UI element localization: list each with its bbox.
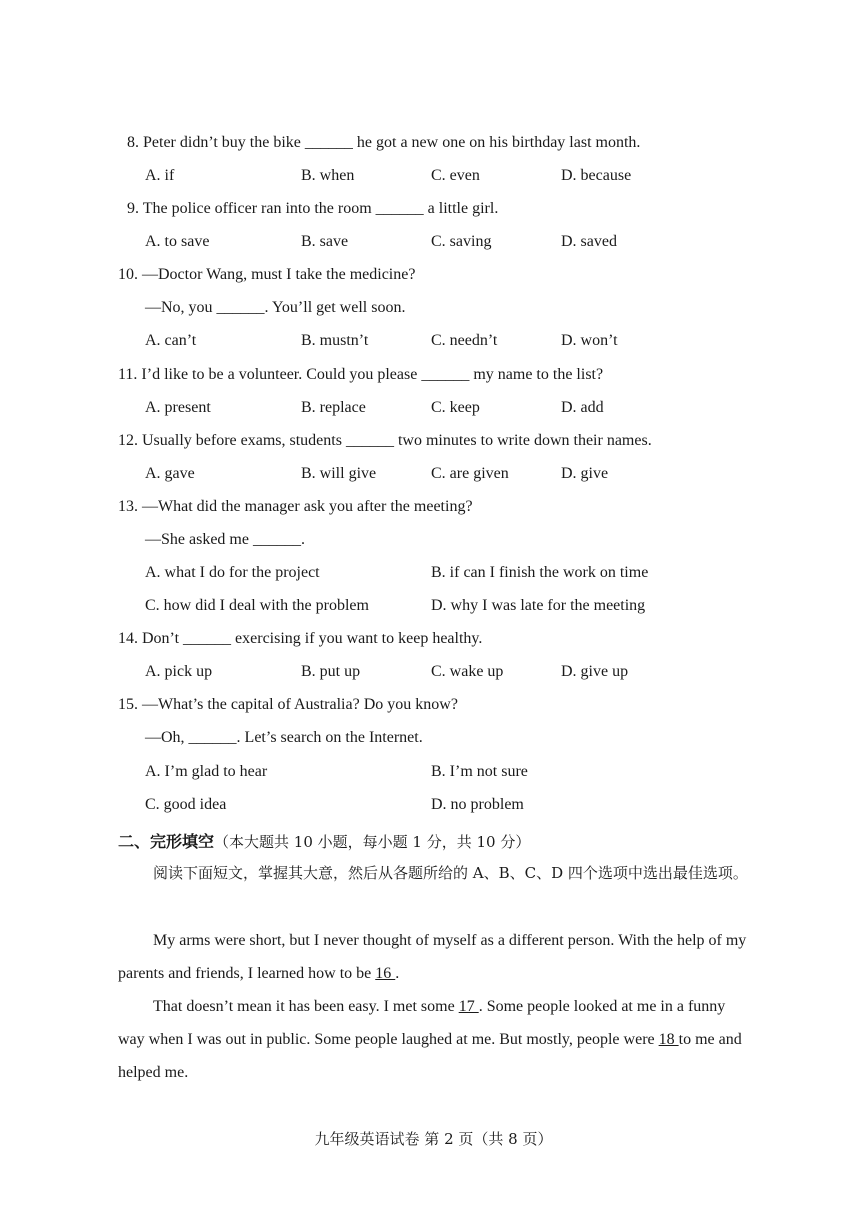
q12-option-c: C. are given — [431, 465, 509, 482]
q10-option-d: D. won’t — [561, 332, 618, 349]
q15-option-d: D. no problem — [431, 796, 524, 813]
section-2-title: 二、完形填空 — [118, 832, 215, 851]
question-8-stem: 8. Peter didn’t buy the bike ______ he got a new one on his birthday last month. — [127, 134, 641, 151]
q15-option-c: C. good idea — [145, 796, 227, 813]
question-13-response: —She asked me ______. — [145, 531, 305, 548]
q8-option-a: A. if — [145, 167, 175, 184]
q12-option-b: B. will give — [301, 465, 377, 482]
passage-p2-text-b: . Some people looked at me in a funny way when I was out in public. Some people laughed at me. But mostly, people were — [118, 998, 726, 1048]
passage-p1-text-b: . — [395, 965, 400, 982]
q11-option-d: D. add — [561, 399, 604, 416]
q11-option-c: C. keep — [431, 399, 480, 416]
q14-option-d: D. give up — [561, 663, 629, 680]
question-15-response: —Oh, ______. Let’s search on the Internet. — [145, 729, 423, 746]
q10-option-c: C. needn’t — [431, 332, 498, 349]
q12-option-d: D. give — [561, 465, 609, 482]
q15-option-a: A. I’m glad to hear — [145, 763, 268, 780]
q14-option-c: C. wake up — [431, 663, 504, 680]
q13-option-b: B. if can I finish the work on time — [431, 564, 649, 581]
section-2-instruction: 阅读下面短文，掌握其大意，然后从各题所给的 A、B、C、D 四个选项中选出最佳选项。 — [153, 864, 748, 882]
blank-16: 16 — [375, 965, 396, 982]
passage-p2-text-a: That doesn’t mean it has been easy. I met some — [153, 998, 459, 1015]
q14-option-a: A. pick up — [145, 663, 213, 680]
question-10-stem: 10. —Doctor Wang, must I take the medicine? — [118, 266, 416, 283]
q9-option-c: C. saving — [431, 233, 492, 250]
page-footer: 九年级英语试卷 第 2 页（共 8 页） — [314, 1130, 553, 1148]
q13-option-a: A. what I do for the project — [145, 564, 320, 581]
q13-option-c: C. how did I deal with the problem — [145, 597, 369, 614]
q14-option-b: B. put up — [301, 663, 361, 680]
q9-option-d: D. saved — [561, 233, 617, 250]
blank-17: 17 — [458, 998, 479, 1015]
q8-option-d: D. because — [561, 167, 632, 184]
q15-option-b: B. I’m not sure — [431, 763, 528, 780]
q12-option-a: A. gave — [145, 465, 195, 482]
question-9-stem: 9. The police officer ran into the room ______ a little girl. — [127, 200, 499, 217]
question-12-stem: 12. Usually before exams, students ______ two minutes to write down their names. — [118, 432, 652, 449]
section-2-scoring-note: （本大题共 10 小题，每小题 1 分，共 10 分） — [214, 833, 531, 851]
q11-option-b: B. replace — [301, 399, 366, 416]
question-15-stem: 15. —What’s the capital of Australia? Do you know? — [118, 696, 458, 713]
q9-option-a: A. to save — [145, 233, 210, 250]
passage-p2-text-c: to me and helped me. — [118, 1031, 742, 1081]
q10-option-a: A. can’t — [145, 332, 197, 349]
question-10-response: —No, you ______. You’ll get well soon. — [145, 299, 406, 316]
passage-paragraph-1 — [118, 924, 748, 990]
q8-option-c: C. even — [431, 167, 480, 184]
q11-option-a: A. present — [145, 399, 211, 416]
section-2-heading — [118, 829, 530, 852]
passage-paragraph-2 — [118, 990, 748, 1089]
question-13-stem: 13. —What did the manager ask you after the meeting? — [118, 498, 473, 515]
q8-option-b: B. when — [301, 167, 355, 184]
question-14-stem: 14. Don’t ______ exercising if you want to keep healthy. — [118, 630, 483, 647]
passage-p1-text-a: My arms were short, but I never thought of myself as a different person. With the help of my parents and friends, I learned how to be — [118, 932, 747, 982]
q13-option-d: D. why I was late for the meeting — [431, 597, 646, 614]
q10-option-b: B. mustn’t — [301, 332, 369, 349]
blank-18: 18 — [658, 1031, 679, 1048]
q9-option-b: B. save — [301, 233, 349, 250]
question-11-stem: 11. I’d like to be a volunteer. Could you please ______ my name to the list? — [118, 366, 604, 383]
